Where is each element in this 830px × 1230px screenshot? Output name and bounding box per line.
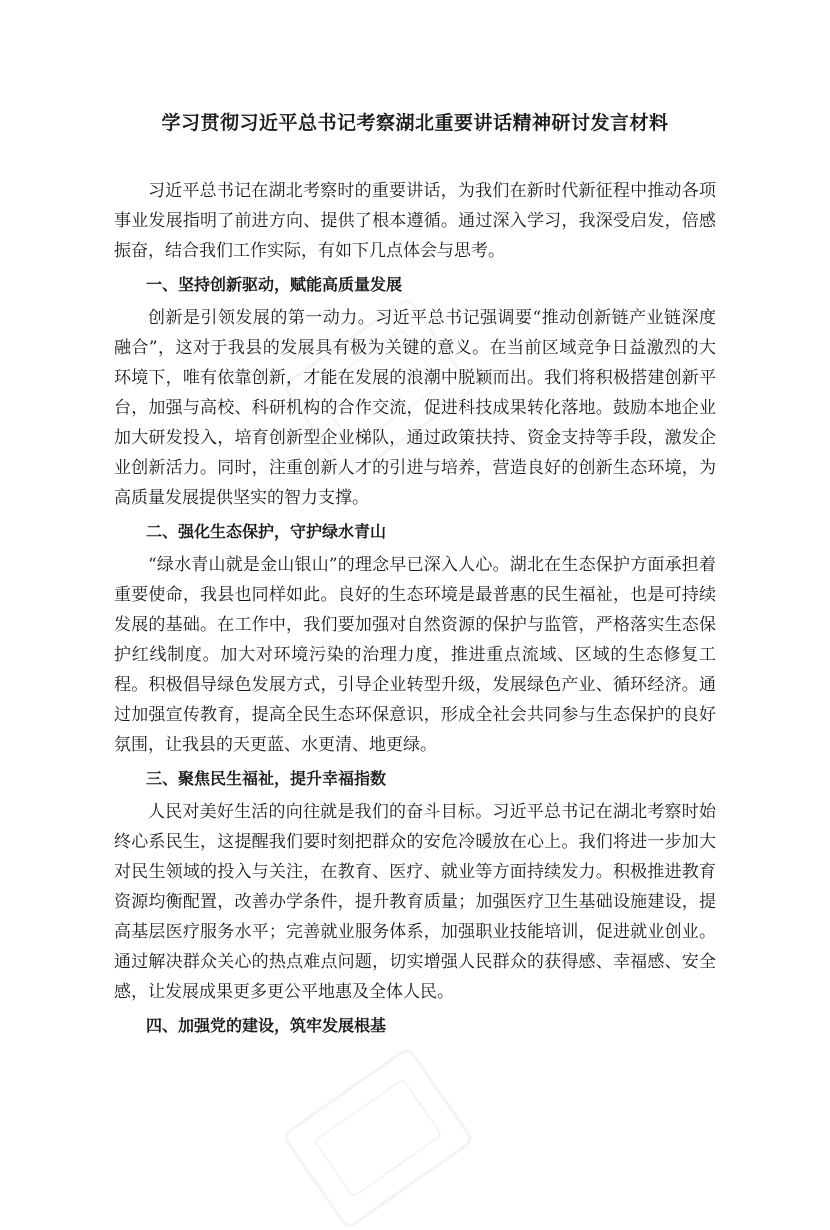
paragraph-section-3: 人民对美好生活的向往就是我们的奋斗目标。习近平总书记在湖北考察时始终心系民生，这提醒我们要时刻把群众的安危冷暖放在心上。我们将进一步加大对民生领域的投入与关注，在教育、医疗、就业等方面持续发力。积极推进教育资源均衡配置，改善办学条件，提升教育质量；加强医疗卫生基础设施建设，提高基层医疗服务水平；完善就业服务体系，加强职业技能培训，促进就业创业。通过解决群众关心的热点难点问题，切实增强人民群众的获得感、幸福感、安全感，让发展成果更多更公平地惠及全体人民。	[114, 802, 716, 1002]
paragraph-section-2: “绿水青山就是金山银山”的理念早已深入人心。湖北在生态保护方面承担着重要使命，我县也同样如此。良好的生态环境是最普惠的民生福祉，也是可持续发展的基础。在工作中，我们要加强对自然资源的保护与监管，严格落实生态保护红线制度。加大对环境污染的治理力度，推进重点流域、区域的生态修复工程。积极倡导绿色发展方式，引导企业转型升级，发展绿色产业、循环经济。通过加强宣传教育，提高全民生态环保意识，形成全社会共同参与生态保护的良好氛围，让我县的天更蓝、水更清、地更绿。	[114, 555, 716, 755]
section-heading-3: 三、聚焦民生福祉，提升幸福指数	[146, 769, 387, 788]
document-title: 学习贯彻习近平总书记考察湖北重要讲话精神研讨发言材料	[161, 112, 669, 134]
document-body	[114, 176, 716, 1044]
paragraph-section-1: 创新是引领发展的第一动力。习近平总书记强调要“推动创新链产业链深度融合”，这对于我县的发展具有极为关键的意义。在当前区域竞争日益激烈的大环境下，唯有依靠创新，才能在发展的浪潮中脱颖而出。我们将积极搭建创新平台，加强与高校、科研机构的合作交流，促进科技成果转化落地。鼓励本地企业加大研发投入，培育创新型企业梯队，通过政策扶持、资金支持等手段，激发企业创新活力。同时，注重创新人才的引进与培养，营造良好的创新生态环境，为高质量发展提供坚实的智力支撑。	[114, 308, 716, 508]
section-heading-2: 二、强化生态保护，守护绿水青山	[146, 522, 387, 541]
section-heading-4: 四、加强党的建设，筑牢发展根基	[146, 1016, 387, 1035]
section-heading-1: 一、坚持创新驱动，赋能高质量发展	[146, 275, 403, 294]
paragraph-intro: 习近平总书记在湖北考察时的重要讲话，为我们在新时代新征程中推动各项事业发展指明了前进方向、提供了根本遵循。通过深入学习，我深受启发，倍感振奋，结合我们工作实际，有如下几点体会与思考。	[114, 181, 716, 261]
watermark-stamp	[281, 1046, 475, 1230]
